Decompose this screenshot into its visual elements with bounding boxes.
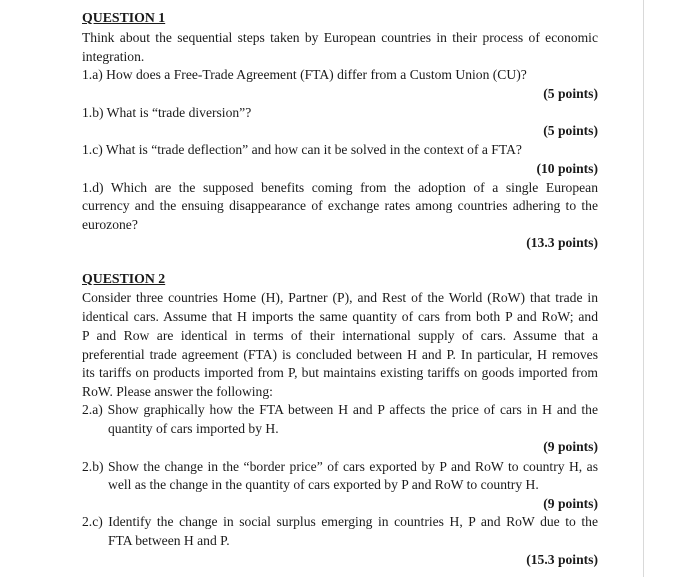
- question-2c-line-2: FTA between H and P.: [108, 533, 230, 548]
- question-2-intro-line-1: Consider three countries Home (H), Partner (P), and Rest of the World (RoW) that trade in: [82, 290, 598, 305]
- question-2-heading: QUESTION 2: [82, 271, 166, 286]
- question-1d-line-3: eurozone?: [82, 217, 138, 232]
- question-1-intro-line-2: integration.: [82, 49, 145, 64]
- question-1-intro-line-1: Think about the sequential steps taken by European countries in their process of economic: [82, 30, 598, 45]
- question-1-heading: QUESTION 1: [82, 10, 166, 25]
- question-2a-line-2: quantity of cars imported by H.: [108, 421, 279, 436]
- question-1b-text: 1.b) What is “trade diversion”?: [82, 105, 252, 120]
- question-2-intro-line-4: preferential trade agreement (FTA) is concluded between H and P. In particular, H removes: [82, 347, 598, 362]
- question-2b-line-1: 2.b) Show the change in the “border price” of cars exported by P and RoW to country H, as: [82, 459, 598, 474]
- question-2c-line-1: 2.c) Identify the change in social surplus emerging in countries H, P and RoW due to the: [82, 514, 598, 529]
- question-2-intro-line-3: P and Row are identical in terms of their international supply of cars. Assume that a: [82, 328, 598, 343]
- question-2b-line-2: well as the change in the quantity of cars exported by P and RoW to country H.: [108, 477, 539, 492]
- question-2a-line-1: 2.a) Show graphically how the FTA between H and P affects the price of cars in H and the: [82, 402, 598, 417]
- page-edge-rule: [643, 0, 644, 577]
- question-1a-text: 1.a) How does a Free-Trade Agreement (FTA) differ from a Custom Union (CU)?: [82, 67, 527, 82]
- question-1c-text: 1.c) What is “trade deflection” and how can it be solved in the context of a FTA?: [82, 142, 522, 157]
- question-1b-points: (5 points): [543, 123, 598, 138]
- question-1a-points: (5 points): [543, 86, 598, 101]
- question-2-intro-line-6: RoW. Please answer the following:: [82, 384, 273, 399]
- question-2-intro-line-5: its tariffs on products imported from P, but maintains existing tariffs on goods imported from: [82, 365, 598, 380]
- question-2c-points: (15.3 points): [526, 552, 598, 567]
- question-2a-points: (9 points): [543, 439, 598, 454]
- question-1d-line-1: 1.d) Which are the supposed benefits coming from the adoption of a single European: [82, 180, 598, 195]
- question-2b-points: (9 points): [543, 496, 598, 511]
- question-2-intro-line-2: identical cars. Assume that H imports the same quantity of cars from both P and RoW; and: [82, 309, 598, 324]
- question-1c-points: (10 points): [536, 161, 598, 176]
- question-1d-points: (13.3 points): [526, 235, 598, 250]
- question-1d-line-2: currency and the ensuing disappearance of exchange rates among countries adhering to the: [82, 198, 598, 213]
